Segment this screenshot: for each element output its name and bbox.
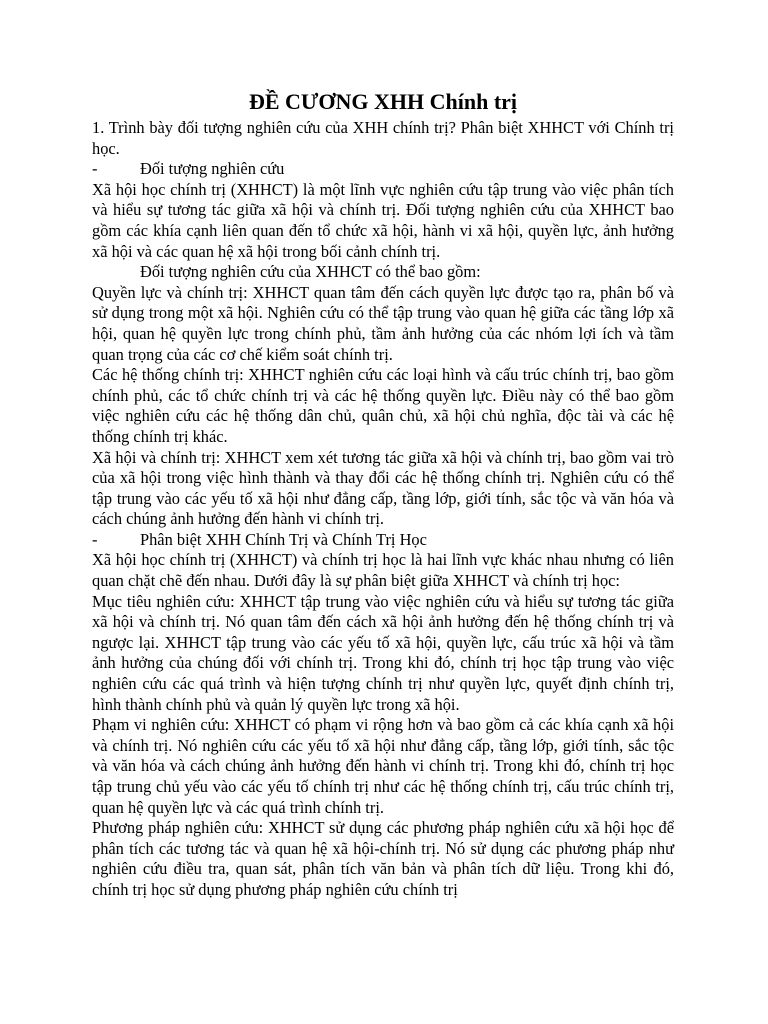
paragraph-power: Quyền lực và chính trị: XHHCT quan tâm đến cách quyền lực được tạo ra, phân bố và sử dụng trong một xã hội. Nghiên cứu có thể tập trung vào quan hệ giữa các tầng lớp xã hội, quan hệ quyền lực trong chính phủ, tầm ảnh hưởng của các nhóm lợi ích và tầm quan trọng của các cơ chế kiểm soát chính trị. <box>92 282 674 364</box>
bullet-object-of-study <box>92 159 674 180</box>
paragraph-intro-distinction: Xã hội học chính trị (XHHCT) và chính trị học là hai lĩnh vực khác nhau nhưng có liên quan chặt chẽ đến nhau. Dưới đây là sự phân biệt giữa XHHCT và chính trị học: <box>92 550 674 591</box>
bullet-dash: - <box>92 159 98 179</box>
paragraph-scope: Phạm vi nghiên cứu: XHHCT có phạm vi rộng hơn và bao gồm cả các khía cạnh xã hội và chính trị. Nó nghiên cứu các yếu tố xã hội như đẳng cấp, tầng lớp, giới tính, sắc tộc và văn hóa và cách chúng ảnh hưởng đến hành vi chính trị. Trong khi đó, chính trị học tập trung chủ yếu vào các yếu tố chính trị như các hệ thống chính trị, cấu trúc chính trị, quan hệ quyền lực và các quá trình chính trị. <box>92 715 674 817</box>
bullet-distinction <box>92 530 674 551</box>
question-1: 1. Trình bày đối tượng nghiên cứu của XHH chính trị? Phân biệt XHHCT với Chính trị học. <box>92 118 674 158</box>
document-title: ĐỀ CƯƠNG XHH Chính trị <box>248 89 518 114</box>
subheading-objects: Đối tượng nghiên cứu của XHHCT có thể bao gồm: <box>140 262 481 282</box>
bullet-text: Đối tượng nghiên cứu <box>140 159 285 179</box>
paragraph-methods: Phương pháp nghiên cứu: XHHCT sử dụng các phương pháp nghiên cứu xã hội học để phân tích các tương tác và quan hệ xã hội-chính trị. Nó sử dụng các phương pháp như nghiên cứu điều tra, quan sát, phân tích văn bản và phân tích dữ liệu. Trong khi đó, chính trị học sử dụng phương pháp nghiên cứu chính trị <box>92 818 674 899</box>
paragraph-goals: Mục tiêu nghiên cứu: XHHCT tập trung vào việc nghiên cứu và hiểu sự tương tác giữa xã hội và chính trị. Nó quan tâm đến cách xã hội ảnh hưởng đến hệ thống chính trị và ngược lại. XHHCT tập trung vào các yếu tố xã hội, quyền lực, cấu trúc xã hội và tầm ảnh hưởng của chúng đối với chính trị. Trong khi đó, chính trị học tập trung vào việc nghiên cứu các quá trình và hiện tượng chính trị như quyền lực, quyết định chính trị, hình thành chính phủ và quản lý quyền lực trong xã hội. <box>92 591 674 714</box>
document-page <box>92 88 674 901</box>
paragraph-society: Xã hội và chính trị: XHHCT xem xét tương tác giữa xã hội và chính trị, bao gồm vai trò của xã hội trong việc hình thành và thay đổi các hệ thống chính trị. Nghiên cứu có thể tập trung vào các yếu tố xã hội như đẳng cấp, tầng lớp, giới tính, sắc tộc và văn hóa và cách chúng ảnh hưởng đến hành vi chính trị. <box>92 447 674 529</box>
bullet-text: Phân biệt XHH Chính Trị và Chính Trị Học <box>140 529 427 549</box>
bullet-dash: - <box>92 529 98 549</box>
paragraph-systems: Các hệ thống chính trị: XHHCT nghiên cứu các loại hình và cấu trúc chính trị, bao gồm chính phủ, các tổ chức chính trị và các hệ thống quyền lực. Điều này có thể bao gồm việc nghiên cứu các hệ thống dân chủ, quân chủ, xã hội chủ nghĩa, độc tài và các hệ thống chính trị khác. <box>92 365 674 446</box>
paragraph-definition: Xã hội học chính trị (XHHCT) là một lĩnh vực nghiên cứu tập trung vào việc phân tích và hiểu sự tương tác giữa xã hội và chính trị. Đối tượng nghiên cứu của XHHCT bao gồm các khía cạnh liên quan đến tổ chức xã hội, hành vi xã hội, quyền lực, ảnh hưởng xã hội và các quan hệ xã hội trong bối cảnh chính trị. <box>92 179 674 261</box>
